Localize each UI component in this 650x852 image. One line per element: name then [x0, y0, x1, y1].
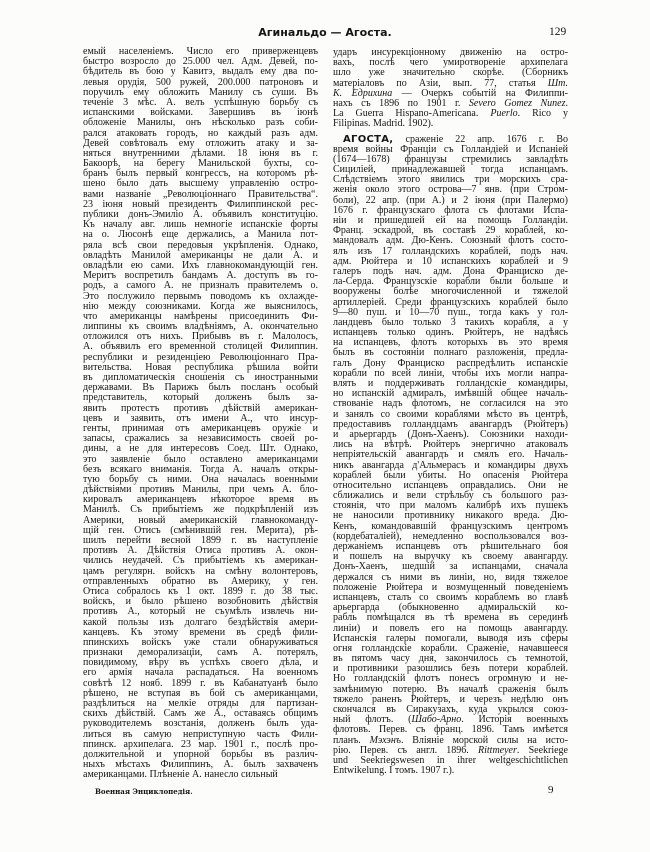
- text-line: теченіе 3 мѣс. А. велъ успѣшную борьбу съ: [83, 96, 318, 108]
- text-line: стоянія, что при маломъ калибрѣ ихъ пушекъ: [333, 500, 568, 512]
- text-line: линіи) и повелъ его на помощь авангарду.: [333, 622, 568, 634]
- italic-citation: Мэхэнъ: [369, 734, 401, 746]
- text-line: быстро возросло до 25.000 чел. Адм. Девей, по-: [83, 56, 318, 68]
- text-line: Испанскія галеры помогали, выводя изъ сферы: [333, 632, 568, 644]
- text-line: ппинскихъ войскъ уже стали обнаруживаться: [83, 636, 318, 648]
- text-line: Франц. эскадрой, въ составѣ 29 кораблей, ко-: [333, 225, 568, 237]
- text-line: А. объявилъ его временной столицей Филиппин.: [83, 341, 318, 353]
- text-line: его армія начала распадаться. На военномъ: [83, 667, 318, 679]
- italic-citation: К. Едрихина: [333, 87, 393, 99]
- text-line: 23 іюня новый президентъ Филиппинской рес-: [83, 198, 318, 210]
- italic-citation: Puerlo: [490, 108, 518, 120]
- text-line: ударъ инсурекціонному движенію на остро-: [333, 47, 568, 58]
- text-line: Слѣдствіемъ этого явились три морскихъ сра-: [333, 174, 568, 186]
- text-line: относительно испанцевъ оправдались. Они не: [333, 479, 568, 491]
- line-segment: . Исторія военныхъ: [461, 714, 568, 726]
- text-line: что американцы намѣрены присоединить Фи-: [83, 310, 318, 322]
- text-line: никъ авангарда д'Альмерасъ и командиры двухъ: [333, 459, 568, 471]
- footer-publication: Военная Энциклопедія.: [95, 787, 193, 796]
- text-line: положеніе Рюйтера и возмущенный поведеніемъ: [333, 581, 568, 593]
- text-line: кировалъ американцевъ нѣкоторое время въ: [83, 494, 318, 506]
- text-line: овладѣли ею сами. Ихъ главнокомандующій ген.: [83, 259, 318, 271]
- text-line: рѣшено, не вступая въ бой съ американцами,: [83, 687, 318, 699]
- line-segment: нахъ съ 1896 по 1901 г.: [333, 97, 469, 109]
- text-line: отложился отъ нихъ. Прибывъ въ г. Малолосъ,: [83, 331, 318, 343]
- text-line: галъ Дону Франциско распредѣлить испанскіе: [333, 357, 568, 369]
- italic-citation: Шабо-Арно: [411, 714, 462, 726]
- text-line: Кенъ, командовавшій французскимъ центромъ: [333, 520, 568, 532]
- italic-citation: Шт.: [547, 77, 568, 89]
- text-line: шено было дать высшему управленію остро-: [83, 178, 318, 190]
- text-line: артиллеріей. Среди французскихъ кораблей было: [333, 296, 568, 308]
- text-line: какой пользы изъ долгаго бездѣйствія амери-: [83, 616, 318, 628]
- line-segment: рію. Перев. съ англ. 1896.: [333, 744, 478, 756]
- text-line: вами названіе „Революціоннаго Правительства“.: [83, 188, 318, 200]
- text-line: явить протестъ противъ дѣйствій американ-: [83, 402, 318, 414]
- text-line: щій ген. Отисъ (смѣнившій ген. Мерита), рѣ-: [83, 524, 318, 536]
- text-line: и занялъ со своими кораблями мѣсто въ центрѣ,: [333, 408, 568, 420]
- text-line: время войны Франціи съ Голландіей и Испаніей: [333, 143, 568, 155]
- text-line: цамъ регулярн. войскъ на смѣну волонтеровъ,: [83, 565, 318, 577]
- text-line: женія около этого острова—7 янв. (при Стром-: [333, 184, 568, 196]
- text-line: ппинск. архипелага. 23 мар. 1901 г., послѣ про-: [83, 738, 318, 750]
- text-line: липпины къ своимъ владѣніямъ, А. окончательно: [83, 321, 318, 333]
- text-line: шилъ перейти весной 1899 г. въ наступленіе: [83, 535, 318, 546]
- text-line: мандовалъ адм. Дю-Кенъ. Союзный флотъ состо-: [333, 235, 568, 247]
- text-line: представитель, который долженъ былъ за-: [83, 392, 318, 404]
- text-line: непріятельскій авангардъ и смялъ его. Началь-: [333, 449, 568, 461]
- text-line: въ дипломатическія сношенія съ иностранными: [83, 372, 318, 383]
- text-line: вооружены болѣе многочисленной и тяжелой: [333, 286, 568, 298]
- text-line: американцами. Плѣненіе А. нанесло сильный: [83, 769, 278, 781]
- text-line: Къ началу авг. лишь немногіе испанскіе форты: [83, 219, 318, 231]
- text-line: 1676 г. французскаго флота съ флотами Испа-: [333, 204, 568, 216]
- text-line: ныхъ мѣстахъ Филиппинъ, А. былъ захваченъ: [83, 759, 318, 771]
- text-line: вахъ, послѣ чего умиротвореніе архипелага: [333, 57, 568, 69]
- text-line: тяжело раненъ Рюйтеръ, и черезъ недѣлю онъ: [333, 693, 568, 705]
- text-line: былъ въ состояніи полнаго разложенія, предла-: [333, 347, 568, 359]
- line-segment: . Seekriege: [516, 744, 568, 756]
- text-line: испанцевъ только одинъ. Рюйтеръ, не надѣясь: [333, 327, 568, 339]
- text-line: руководителемъ возстанія, долженъ былъ уда-: [83, 718, 318, 730]
- text-line: державами. Въ Парижъ былъ посланъ особый: [83, 382, 318, 394]
- italic-citation: Severo Gomez Nunez: [468, 97, 566, 109]
- text-line: флотовъ. Перев. съ франц. 1896. Тамъ имѣется: [333, 724, 568, 736]
- text-line: противъ А., который не съумѣлъ извлечь ни-: [83, 606, 318, 618]
- text-line: признаки деморализаціи, самъ А. потерялъ,: [83, 647, 318, 659]
- text-line: Америки, новый американскій главнокоманду-: [83, 514, 318, 526]
- text-line: Девей совѣтовалъ ему отложить атаку и за-: [83, 137, 318, 149]
- text-line: дины, а не для интересовъ Соед. Шт. Однако,: [83, 443, 318, 455]
- line-segment: La Guerra Hispano-Americana.: [333, 108, 491, 120]
- text-line: должительной и упорной борьбы въ различ-: [83, 748, 318, 760]
- text-line: ландцевъ было только 3 такихъ корабля, а у: [333, 316, 568, 328]
- text-line: Бакоорѣ, на берегу Манильской бухты, со-: [83, 158, 318, 170]
- text-line: совѣтѣ 12 нояб. 1899 г. въ Кабанатуанѣ было: [83, 677, 318, 689]
- text-line: чились неудачей. Съ прибытіемъ къ американ-: [83, 555, 318, 567]
- text-line: (1674—1678) французы стремились завладѣть: [333, 153, 568, 165]
- text-line: няться внутренними дѣлами. 18 іюня въ г.: [83, 147, 318, 159]
- text-line: Entwikelung. I томъ. 1907 г.).: [333, 765, 455, 777]
- text-line: запасы, сражались за независимость своей ро-: [83, 433, 318, 445]
- text-line: въ пятомъ часу дня, закончилось съ темнотой,: [333, 653, 568, 665]
- line-segment: сраженіе 22 апр. 1676 г. Во: [393, 133, 568, 145]
- text-line: предоставивъ голландцамъ авангардъ (Рюйтеръ): [333, 418, 568, 430]
- text-line: рался атаковать городъ, но каждый разъ адм.: [83, 127, 318, 139]
- text-line: тую борьбу съ ними. Она началась военными: [83, 473, 318, 485]
- text-line: и арьергардъ (Донъ-Хаенъ). Союзники находи-: [333, 428, 568, 440]
- text-line: дѣйствіями противъ Манилы, при чемъ А. бло-: [83, 484, 318, 496]
- text-line: республики и резиденціею Революціоннаго Пра-: [83, 351, 318, 363]
- text-line: ялъ изъ 17 голландскихъ кораблей, подъ нач.: [333, 245, 568, 257]
- text-line: держаніемъ испанцевъ отъ рѣшительнаго боя: [333, 541, 568, 552]
- text-line: Манилѣ. Съ прибытіемъ же подкрѣпленій изъ: [83, 504, 318, 516]
- line-segment: ный флотъ. (: [333, 714, 412, 726]
- text-line: обложеніе Манилы, онъ нѣсколько разъ соби-: [83, 117, 318, 129]
- text-line: (кордебаталіей), немедленно воспользовался воз-: [333, 530, 568, 542]
- line-segment: матеріаловъ по Азіи, вып. 77, статья: [333, 77, 548, 89]
- text-line: Это послужило первымъ поводомъ къ охлажде-: [83, 290, 318, 302]
- text-line: огня голландскіе корабли. Сраженіе, начавшееся: [333, 642, 568, 654]
- text-line: корабли по всей линіи, чтобы ихъ могли напра-: [333, 367, 568, 379]
- text-line: 9—80 пуш. и 10—70 пуш., тогда какъ у гол-: [333, 306, 568, 318]
- left-column: [83, 47, 318, 781]
- text-line: кораблей были убиты. Но опасенія Рюйтера: [333, 469, 568, 481]
- text-line: und Seekriegswesen in ihrer weltgeschichtlichen: [333, 754, 568, 766]
- text-line: генты, принимая отъ американцевъ оружіе и: [83, 422, 318, 434]
- text-line: адм. Рюйтера и 10 испанскихъ кораблей и 9: [333, 255, 568, 267]
- text-line: Отиса собралось къ 1 окт. 1899 г. до 38 тыс.: [83, 585, 318, 597]
- text-line: лись на вѣтрѣ. Рюйтеръ энергично атаковалъ: [333, 439, 568, 451]
- text-line: боли), 22 апр. (при А.) и 2 іюня (при Палермо): [333, 194, 568, 206]
- text-line: вительства. Новая республика рѣшила войти: [83, 361, 318, 373]
- text-line: на о. Люсонѣ еще держались, а Манила пот-: [83, 229, 318, 241]
- text-line: противъ А. Дѣйствія Отиса противъ А. окон-: [83, 545, 318, 557]
- text-line: повидимому, вѣру въ успѣхъ своего дѣла, и: [83, 657, 318, 669]
- text-line: канцевъ. Къ этому времени въ средѣ фили-: [83, 626, 318, 638]
- text-line: галеръ подъ нач. адм. Дона Франциско де-: [333, 265, 568, 277]
- text-line: и противники разошлись безъ потери кораблей.: [333, 663, 568, 675]
- text-line: и пошелъ на выручку къ своему авангарду.: [333, 551, 568, 563]
- text-line: Filipinas. Madrid. 1902).: [333, 118, 434, 130]
- line-segment: .: [565, 97, 568, 109]
- text-line: поручилъ ему обложить Манилу съ суши. Въ: [83, 86, 318, 98]
- text-line: ствованіе надъ флотомъ, не согласился на это: [333, 398, 568, 410]
- text-line: не наносили противнику никакого вреда. Дю-: [333, 510, 568, 522]
- text-line: овладѣть Манилой американцы не дали А. и: [83, 249, 318, 261]
- text-line: бранъ былъ первый конгрессъ, на которомъ рѣ-: [83, 168, 318, 180]
- text-line: испанскими войсками. Завершивъ въ іюнѣ: [83, 107, 318, 119]
- text-line: рабль помѣщался въ тѣ времена въ серединѣ: [333, 612, 568, 624]
- right-column: [333, 48, 568, 776]
- text-line: скончался въ Сиракузахъ, куда укрылся союз-: [333, 704, 568, 715]
- text-line: шло уже значительно скорѣе. (Сборникъ: [333, 67, 568, 79]
- text-line: Сициліей, принадлежавшей тогда испанцамъ.: [333, 164, 568, 176]
- text-line: ніи и пришедшей ей на помощь Голландіи.: [333, 215, 568, 226]
- text-line: но испанскій адмиралъ, имѣвшій общее началь-: [333, 388, 568, 400]
- text-line: левыя орудія, 500 ружей, 200.000 патроновъ и: [83, 76, 318, 88]
- text-line: публики донъ-Эмиліо А. объявилъ конституцію.: [83, 209, 318, 220]
- line-segment: — Очеркъ событій на Филиппи-: [392, 87, 568, 99]
- text-line: войскъ, и было рѣшено возобновить дѣйствія: [83, 596, 318, 608]
- text-line: Донъ-Хаенъ, шедшій за испанцами, сначала: [333, 561, 568, 573]
- running-title: Агинальдо — Агоста.: [258, 26, 392, 39]
- italic-citation: Rittmeyer: [478, 744, 517, 756]
- article-agosta: [333, 135, 568, 777]
- line-segment: . Rico y: [517, 108, 569, 120]
- text-line: ла-Серда. Французскіе корабли были больше и: [333, 276, 568, 288]
- text-line: безъ всякаго вниманія. Тогда А. началъ откры-: [83, 463, 318, 475]
- footer-signature: 9: [548, 784, 554, 796]
- text-line: на испанцевъ, флотъ которыхъ въ это время: [333, 337, 568, 349]
- line-segment: планъ.: [333, 734, 370, 746]
- text-line: замѣнимую потерю. Въ началѣ сраженія былъ: [333, 683, 568, 695]
- text-line: отправленныхъ обратно въ Америку, у ген.: [83, 575, 318, 587]
- text-line: раздѣлиться на мелкіе отряды для партизан-: [83, 698, 318, 709]
- text-line: арьергарда (обыкновенно адмиральскій ко-: [333, 602, 568, 614]
- text-line: емый населеніемъ. Число его приверженцевъ: [83, 46, 318, 57]
- text-line: влять и поддерживать голландскіе командиры,: [333, 378, 568, 389]
- text-line: скихъ дѣйствій. Самъ же А., оставаясь общимъ: [83, 708, 318, 720]
- text-line: литься въ самую неприступную часть Фили-: [83, 728, 318, 740]
- headword: АГОСТА,: [343, 133, 394, 145]
- text-line: бѣдитель въ бою у Кавитэ, выдалъ ему два по-: [83, 66, 318, 78]
- text-line: нію между союзниками. Когда же выяснилось,: [83, 300, 318, 312]
- text-line: испанцевъ, сталъ со своимъ кораблемъ во главѣ: [333, 591, 568, 603]
- continuation-paragraph: [333, 48, 568, 130]
- line-segment: . Вліяніе морской силы на исто-: [400, 734, 568, 746]
- text-line: держался съ ними въ линіи, но, видя тяжелое: [333, 571, 568, 583]
- text-line: цевъ и заявить, отъ имени А., что инсур-: [83, 412, 318, 424]
- text-line: Меритъ воспретилъ бандамъ А. доступъ въ го-: [83, 270, 318, 282]
- text-line: сближались и вели стрѣльбу съ большого раз-: [333, 490, 568, 502]
- text-line: это заявленіе было оставлено американцами: [83, 453, 318, 465]
- page-number: 129: [549, 26, 567, 38]
- text-line: родъ, а самого А. не призналъ правителемъ о.: [83, 280, 318, 292]
- text-line: ряла всѣ свои передовыя укрѣпленія. Однако,: [83, 239, 318, 251]
- text-line: Но голландскій флотъ понесъ огромную и не-: [333, 673, 568, 685]
